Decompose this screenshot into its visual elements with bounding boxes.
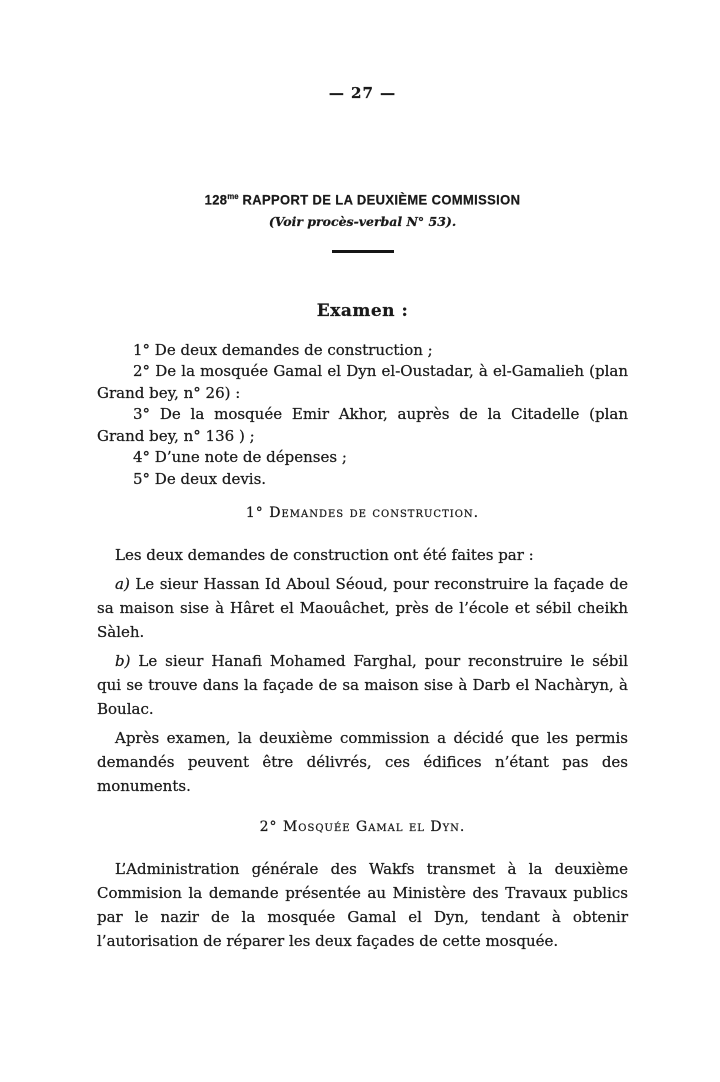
report-subtitle: (Voir procès-verbal N° 53). bbox=[268, 213, 457, 229]
examen-list-item: 4° D’une note de dépenses ; bbox=[133, 448, 347, 466]
section-2-heading: 2° Mosquée Gamal el Dyn. bbox=[259, 819, 466, 835]
report-title bbox=[108, 192, 618, 208]
examen-list-item: 2° De la mosquée Gamal el Dyn el-Oustadar, à el-Gamalieh (plan Grand bey, n° 26) : bbox=[97, 362, 628, 402]
examen-list-item: 5° De deux devis. bbox=[133, 469, 267, 488]
examen-list-item: 1° De deux demandes de construction ; bbox=[133, 340, 433, 359]
report-title-text: RAPPORT DE LA DEUXIÈME COMMISSION bbox=[242, 192, 521, 208]
body-paragraph: Les deux demandes de construction ont été faites par : bbox=[115, 546, 534, 564]
body-paragraph: Après examen, la deuxième commission a décidé que les permis demandés peuvent être délivrés, ces édifices n’étant pas des monuments. bbox=[97, 729, 628, 795]
section-divider-rule bbox=[332, 250, 394, 253]
section-1-heading: 1° Demandes de construction. bbox=[245, 505, 480, 521]
examen-list bbox=[97, 340, 628, 491]
section-1-body bbox=[97, 543, 628, 798]
report-title-number: 128 bbox=[204, 192, 228, 208]
examen-list-item: 3° De la mosquée Emir Akhor, auprès de la Citadelle (plan Grand bey, n° 136 ) ; bbox=[97, 405, 628, 445]
body-paragraph: L’Administration générale des Wakfs transmet à la deuxième Commision la demande présentée au Ministère des Travaux publics par le nazir de la mosquée Gamal el Dyn, tendant à obtenir l’autorisation de réparer les deux façades de cette mosquée. bbox=[97, 860, 628, 950]
body-paragraph: a) Le sieur Hassan Id Aboul Séoud, pour reconstruire la façade de sa maison sise à Hâret el Maouâchet, près de l’école et sébil cheikh Sàleh. bbox=[97, 575, 628, 641]
examen-heading: Examen : bbox=[316, 300, 409, 321]
paragraph-lead-letter: b) bbox=[115, 652, 131, 670]
page-number: — 27 — bbox=[328, 84, 397, 102]
paragraph-lead-letter: a) bbox=[115, 575, 130, 593]
body-paragraph: b) Le sieur Hanafi Mohamed Farghal, pour reconstruire le sébil qui se trouve dans la façade de sa maison sise à Darb el Nachàryn, à Boulac. bbox=[97, 652, 628, 718]
report-title-ordinal-suffix: me bbox=[227, 192, 239, 201]
section-2-body bbox=[97, 857, 628, 953]
